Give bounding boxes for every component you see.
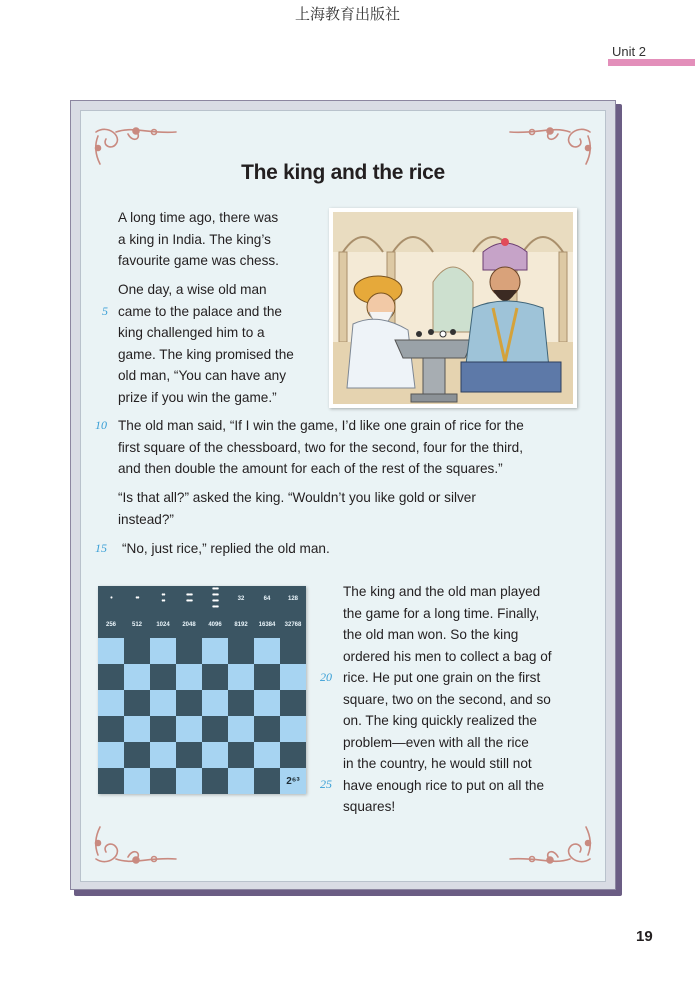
chess-square	[202, 690, 228, 716]
chess-square	[228, 716, 254, 742]
paragraph-1	[118, 207, 279, 272]
rice-grain-icon: •	[110, 595, 112, 602]
chess-square	[124, 716, 150, 742]
chess-square	[280, 742, 306, 768]
line-number: 15	[95, 541, 107, 555]
chess-square	[150, 664, 176, 690]
rice-grain-icon: •••• •••• •••• ••••	[212, 586, 218, 611]
text-line: came to the palace and the	[118, 303, 282, 319]
corner-ornament-icon	[503, 824, 598, 869]
text-line: “Is that all?” asked the king. “Wouldn’t you like gold or silver	[118, 490, 476, 505]
chess-square	[124, 664, 150, 690]
chess-square	[254, 768, 280, 794]
chess-square: 16384	[254, 612, 280, 638]
chess-square	[254, 716, 280, 742]
text-line: in the country, he would still not	[343, 756, 532, 771]
last-square-label: 2⁶³	[286, 775, 300, 787]
text-line: problem—even with all the rice	[343, 734, 529, 750]
chess-square	[150, 716, 176, 742]
text-line: The old man said, “If I win the game, I’d like one grain of rice for the	[118, 418, 524, 433]
chess-square	[98, 664, 124, 690]
text-line: One day, a wise old man	[118, 282, 267, 297]
chess-square	[124, 742, 150, 768]
chess-square	[150, 690, 176, 716]
chess-square	[124, 768, 150, 794]
text-line: A long time ago, there was	[118, 210, 279, 225]
chess-square: 64	[254, 586, 280, 612]
text-line: “No, just rice,” replied the old man.	[122, 541, 330, 556]
text-line: old man, “You can have any	[118, 368, 287, 383]
chess-square	[228, 664, 254, 690]
page-number: 19	[636, 928, 653, 945]
chess-square	[150, 586, 176, 612]
corner-ornament-icon	[88, 824, 183, 869]
publisher-header: 上海教育出版社	[294, 5, 400, 23]
chess-square	[202, 742, 228, 768]
chess-square	[150, 638, 176, 664]
chess-square	[228, 690, 254, 716]
chess-square	[98, 586, 124, 612]
text-line: prize if you win the game.”	[118, 389, 277, 405]
chess-square	[280, 716, 306, 742]
text-line: the old man won. So the king	[343, 627, 519, 642]
paragraph-6	[343, 581, 552, 818]
line-number: 25	[320, 777, 332, 791]
rice-grain-icon: •• ••	[161, 592, 165, 605]
text-line: instead?”	[118, 511, 174, 527]
chess-square: 512	[124, 612, 150, 638]
story-title: The king and the rice	[241, 161, 445, 184]
chess-square	[280, 768, 306, 794]
text-line: square, two on the second, and so	[343, 691, 551, 707]
chess-square: 8192	[228, 612, 254, 638]
chess-square	[176, 664, 202, 690]
chessboard	[98, 586, 306, 794]
chess-square	[150, 742, 176, 768]
text-line: ordered his men to collect a bag of	[343, 648, 552, 664]
line-number: 10	[95, 418, 107, 432]
story-illustration	[329, 208, 577, 408]
chess-square	[98, 768, 124, 794]
paragraph-4	[118, 487, 476, 530]
chess-square	[176, 768, 202, 794]
paragraph-3	[118, 415, 524, 480]
chess-square	[202, 586, 228, 612]
chess-square	[176, 716, 202, 742]
chess-square	[202, 664, 228, 690]
text-line: a king in India. The king’s	[118, 231, 271, 247]
chess-square	[280, 690, 306, 716]
chess-square	[98, 716, 124, 742]
chess-square	[228, 768, 254, 794]
chess-square	[124, 690, 150, 716]
text-line: favourite game was chess.	[118, 253, 279, 268]
chess-square: 1024	[150, 612, 176, 638]
chess-square: 256	[98, 612, 124, 638]
chess-square	[98, 690, 124, 716]
text-line: the game for a long time. Finally,	[343, 605, 540, 621]
text-line: The king and the old man played	[343, 584, 541, 599]
chess-square: 4096	[202, 612, 228, 638]
chess-square	[202, 768, 228, 794]
chess-square	[254, 638, 280, 664]
chess-square	[254, 690, 280, 716]
chess-square	[254, 664, 280, 690]
chess-square	[98, 638, 124, 664]
chess-square	[176, 586, 202, 612]
chess-square: 128	[280, 586, 306, 612]
chess-square: 2048	[176, 612, 202, 638]
chess-square	[124, 586, 150, 612]
rice-grain-icon: ••	[135, 595, 139, 602]
chess-square	[202, 638, 228, 664]
chess-square	[98, 742, 124, 768]
chess-square: 32	[228, 586, 254, 612]
line-number: 20	[320, 670, 332, 684]
chess-square: 32768	[280, 612, 306, 638]
line-number: 5	[102, 304, 108, 318]
chess-square	[176, 690, 202, 716]
text-line: king challenged him to a	[118, 325, 265, 340]
unit-label: Unit 2	[612, 44, 646, 59]
rice-grain-icon: •••• ••••	[186, 592, 192, 605]
chess-square	[150, 768, 176, 794]
text-line: squares!	[343, 799, 396, 814]
chess-square	[254, 742, 280, 768]
text-line: game. The king promised the	[118, 346, 294, 362]
chess-square	[280, 664, 306, 690]
text-line: first square of the chessboard, two for the second, four for the third,	[118, 439, 524, 455]
chess-square	[202, 716, 228, 742]
text-line: and then double the amount for each of the rest of the squares.”	[118, 461, 503, 476]
text-line: rice. He put one grain on the first	[343, 670, 541, 685]
paragraph-2	[118, 279, 294, 408]
paragraph-5	[122, 538, 330, 560]
chess-square	[228, 742, 254, 768]
unit-bar	[608, 59, 695, 66]
chess-square	[176, 742, 202, 768]
chess-square	[176, 638, 202, 664]
text-line: have enough rice to put on all the	[343, 777, 545, 793]
chess-square	[228, 638, 254, 664]
text-line: on. The king quickly realized the	[343, 713, 537, 728]
chess-square	[124, 638, 150, 664]
chess-square	[280, 638, 306, 664]
